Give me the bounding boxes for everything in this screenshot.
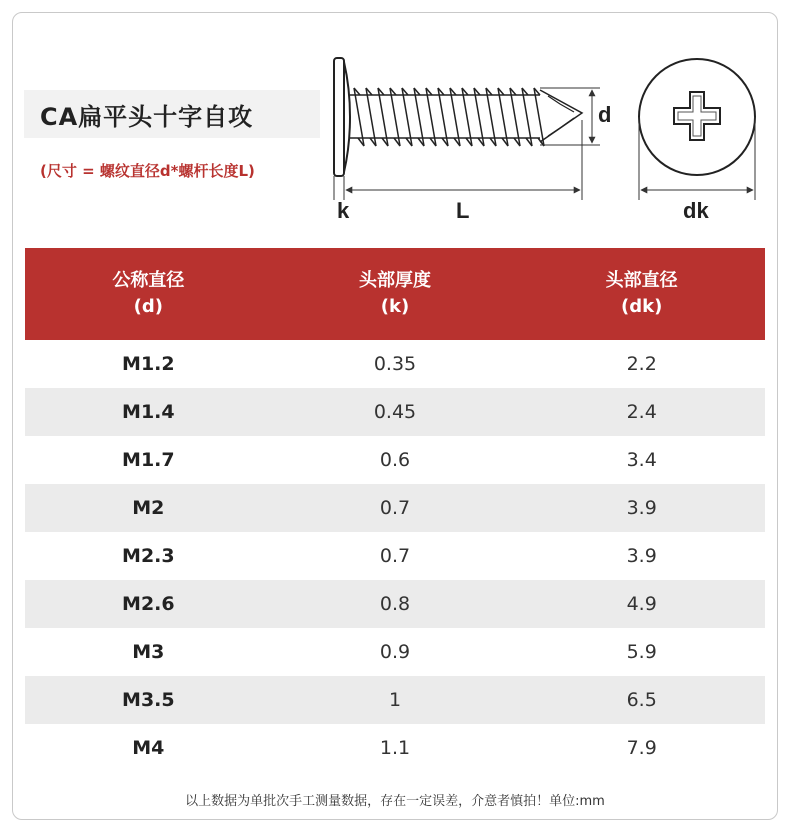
table-row (25, 628, 765, 676)
cell-nominal-diameter: M1.4 (122, 401, 175, 423)
cell-nominal-diameter: M2.6 (122, 593, 175, 615)
cell-head-diameter: 3.4 (626, 449, 657, 471)
spec-table (25, 248, 765, 772)
cell-head-diameter: 2.2 (626, 353, 657, 375)
label-k: k (337, 198, 350, 223)
cell-head-diameter: 7.9 (626, 737, 657, 759)
cell-nominal-diameter: M2.3 (122, 545, 175, 567)
label-d: d (598, 102, 612, 127)
table-row (25, 532, 765, 580)
cell-head-diameter: 3.9 (626, 497, 657, 519)
screw-side-view (334, 58, 582, 176)
cell-head-thickness: 0.35 (373, 353, 417, 375)
header-head-diameter: 头部直径 (dk) (605, 270, 678, 317)
label-dk: dk (683, 198, 709, 223)
table-body (25, 340, 765, 772)
cell-head-thickness: 1.1 (379, 737, 411, 759)
cell-nominal-diameter: M3.5 (122, 689, 175, 711)
header-head-thickness: 头部厚度 (k) (359, 270, 431, 317)
cell-nominal-diameter: M3 (132, 641, 165, 663)
cell-head-diameter: 6.5 (626, 689, 657, 711)
cell-head-thickness: 0.8 (379, 593, 411, 615)
table-row (25, 436, 765, 484)
page-title: CA扁平头十字自攻 (40, 102, 254, 131)
label-L: L (456, 198, 470, 223)
table-row (25, 340, 765, 388)
cell-head-thickness: 0.45 (373, 401, 417, 423)
cell-head-diameter: 5.9 (626, 641, 657, 663)
cell-head-thickness: 0.7 (379, 497, 411, 519)
table-row (25, 484, 765, 532)
cell-head-diameter: 3.9 (626, 545, 657, 567)
header-nominal-diameter: 公称直径 (d) (112, 270, 185, 317)
table-header (25, 248, 765, 340)
cell-head-thickness: 0.7 (379, 545, 411, 567)
cell-nominal-diameter: M1.7 (122, 449, 175, 471)
cell-head-diameter: 4.9 (626, 593, 657, 615)
cell-nominal-diameter: M2 (132, 497, 165, 519)
screw-diagram (0, 0, 790, 240)
cell-head-diameter: 2.4 (626, 401, 657, 423)
cell-head-thickness: 0.6 (379, 449, 411, 471)
table-row (25, 724, 765, 772)
size-formula: (尺寸 = 螺纹直径d*螺杆长度L) (40, 162, 255, 180)
footnote: 以上数据为单批次手工测量数据，存在一定误差，介意者慎拍！单位:mm (185, 794, 605, 809)
cell-nominal-diameter: M4 (132, 737, 165, 759)
table-row (25, 580, 765, 628)
cell-nominal-diameter: M1.2 (122, 353, 175, 375)
cell-head-thickness: 1 (388, 689, 402, 711)
cell-head-thickness: 0.9 (379, 641, 411, 663)
screw-top-view (639, 59, 755, 175)
table-row (25, 388, 765, 436)
table-row (25, 676, 765, 724)
